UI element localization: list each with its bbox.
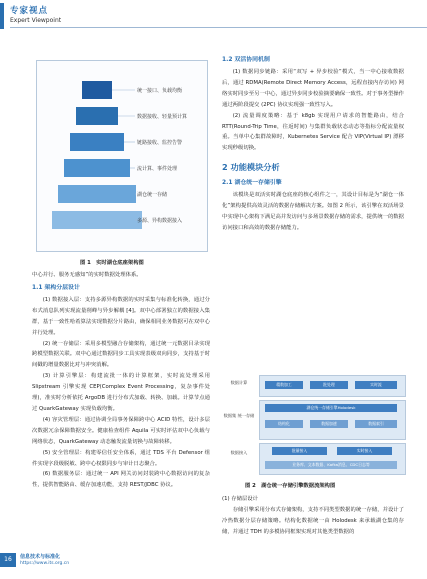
paragraph: (6) 数据服务层：通过统一 API 网关访问封装跨中心数据访问的复杂性，提供智能路由、缓存加速功能，支持 REST/JDBC 协议。	[32, 471, 210, 489]
box-acceleration: 数据加速	[310, 420, 348, 428]
box-index: 数据索引	[355, 420, 397, 428]
pyramid-layer	[82, 81, 112, 99]
box-batch: 批处理	[310, 381, 348, 389]
paragraph: (2) 流量调度策略：基于 k8gb 实现用户请求的智能路由，结合 RTT(Round-Trip Time，往返时间) 与集群负载状态动态等指标分配流量权重。当单中心集群故障时，Kubernetes Service 配合 VIP(Virtual IP) 漂移实现秒级切换。	[222, 112, 404, 152]
section-title-en: Expert Viewpoint	[10, 17, 62, 24]
figure-1	[36, 60, 208, 252]
left-column	[32, 270, 210, 491]
paragraph: (2) 统一存储层：采用多模型融合存储架构，通过统一元数据目录实现跨模型数据关联。双中心通过数据同步工具实现表级双向同步，支持基于时间戳的增量数据比对与冲突消解。	[32, 340, 210, 369]
header-rule	[10, 27, 427, 28]
heading-2-1: 2.1 湖仓统一存储引擎	[222, 180, 282, 187]
journal-name: 信息技术与标准化	[20, 554, 61, 560]
box-batch-ingest: 批量接入	[272, 447, 327, 455]
pyramid-layer-label: 数据接收、轻量预计算	[137, 114, 188, 120]
side-label-compute: 数据计算	[230, 380, 248, 385]
header-accent-bar	[0, 3, 4, 29]
pyramid-layer-label: 流计算、事件处理	[137, 166, 178, 172]
paragraph: 存储引擎采用分布式存储架构，支持不同类型数据的统一存储，并设计了冷热数据分层存储策略。结构化数据统一由 Holodesk 来承载湖仓集的存储，并通过 TDH 的多模协同框架实现对其他类型数据的	[222, 506, 404, 535]
pyramid-layer	[76, 107, 118, 125]
box-holodesk: 湖仓统一存储引擎Holodesk	[265, 404, 397, 412]
paragraph: (5) 安全管理层：构建零信任安全体系，通过 TDS 平台 Defensor 组件实现字段级脱敏、跨中心权限同步与审计日志聚合。	[32, 449, 210, 467]
pyramid-layer-label: 统一接口、负载均衡	[137, 88, 183, 94]
figure-2-caption: 图 2 湖仓统一存储引擎数据流架构图	[245, 483, 336, 489]
box-processing: 精数加工	[265, 381, 303, 389]
pyramid-layer	[58, 185, 136, 203]
heading-1-2: 1.2 双活协同机制	[222, 57, 270, 63]
paragraph: (3) 计算引擎层：构建流批一体的计算框架，实时流处理采用 Slipstream 引擎实现 CEP(Complex Event Processing，复杂事件处理)，准实时分析依托 ArgoDB 进行分布式加载、转换、加载。计算节点通过 QuarkGateway 实现负载均衡。	[32, 373, 210, 412]
heading-2: 2 功能模块分析	[222, 162, 280, 173]
paragraph: (4) 容灾管理层：通过协调全局事务保障跨中心 ACID 特性，设计多层次数据冗余保障数据安全。健康检查组件 Aquila 可实时评估双中心负载与网络状态，QuarkGateway 动态触发流量切换与故障转移。	[32, 416, 210, 445]
box-sources: 业务库、文本数据、Kafka消息、CDC日志等	[265, 461, 397, 469]
paragraph: (1) 数据同步链路：采用“双写 + 异步校验”模式，当一中心接收数据后，通过 RDMA(Remote Direct Memory Access，远程直接内存访问) 网络实时同步至另一中心，通过异步同步校验摘要确保一致性。对于事务型操作通过两阶段提交 (2PC) 协议实现强一致性写入。	[222, 69, 404, 108]
box-structured: 结构化	[265, 420, 303, 428]
box-stream: 实时流	[355, 381, 397, 389]
section-title: 专家视点	[10, 6, 49, 16]
side-label-ingest: 数据接入	[230, 450, 248, 455]
pyramid-layer-label: 链路接收、监控告警	[137, 140, 183, 146]
paragraph: (1) 数据接入层：支持多源异构数据的实时采集与标准化转换，通过分布式消息队列实现流量削峰与异步解耦 [4]。双中心部署独立的数据接入集群，基于一致性哈希算法实现数据分片路由，确保相同业务数据可在双中心并行处理。	[32, 296, 210, 336]
side-label-storage: 数据集 统一存储	[223, 413, 255, 418]
subheading-storage-layer: (1) 存储层设计	[222, 496, 258, 502]
pyramid-layer-label: 湖仓统一存储	[137, 192, 168, 198]
pyramid-layer	[52, 211, 142, 229]
figure-1-caption: 图 1 实时湖仓底座架构图	[80, 260, 144, 266]
figure-1-diagram	[37, 61, 207, 251]
pyramid-layer	[64, 159, 130, 177]
page-number: 16	[0, 553, 16, 567]
figure-2	[222, 375, 404, 475]
heading-1-1: 1.1 架构分层设计	[32, 284, 80, 291]
right-column	[222, 55, 404, 234]
box-realtime-ingest: 实时接入	[337, 447, 392, 455]
journal-url: https://www.its.org.cn	[20, 561, 70, 566]
pyramid-layer-label: 多源、异构数据接入	[137, 218, 183, 224]
pyramid-layer	[70, 133, 124, 151]
right-column-lower	[222, 494, 404, 538]
paragraph: 该模块是双活实时湖仓底座的核心组件之一，其设计目标是为“湖仓一体化”架构提供高效灵活的数据存储解决方案。如图 2 所示，该引擎在双活场景中实现中心架构下满足高并发访问与多场景数据存储的需求，提供统一的数据访问接口和高效的数据存储能力。	[222, 192, 404, 231]
intro-line: 中心并行、服务无感知”的实时数据处理体系。	[32, 272, 142, 278]
